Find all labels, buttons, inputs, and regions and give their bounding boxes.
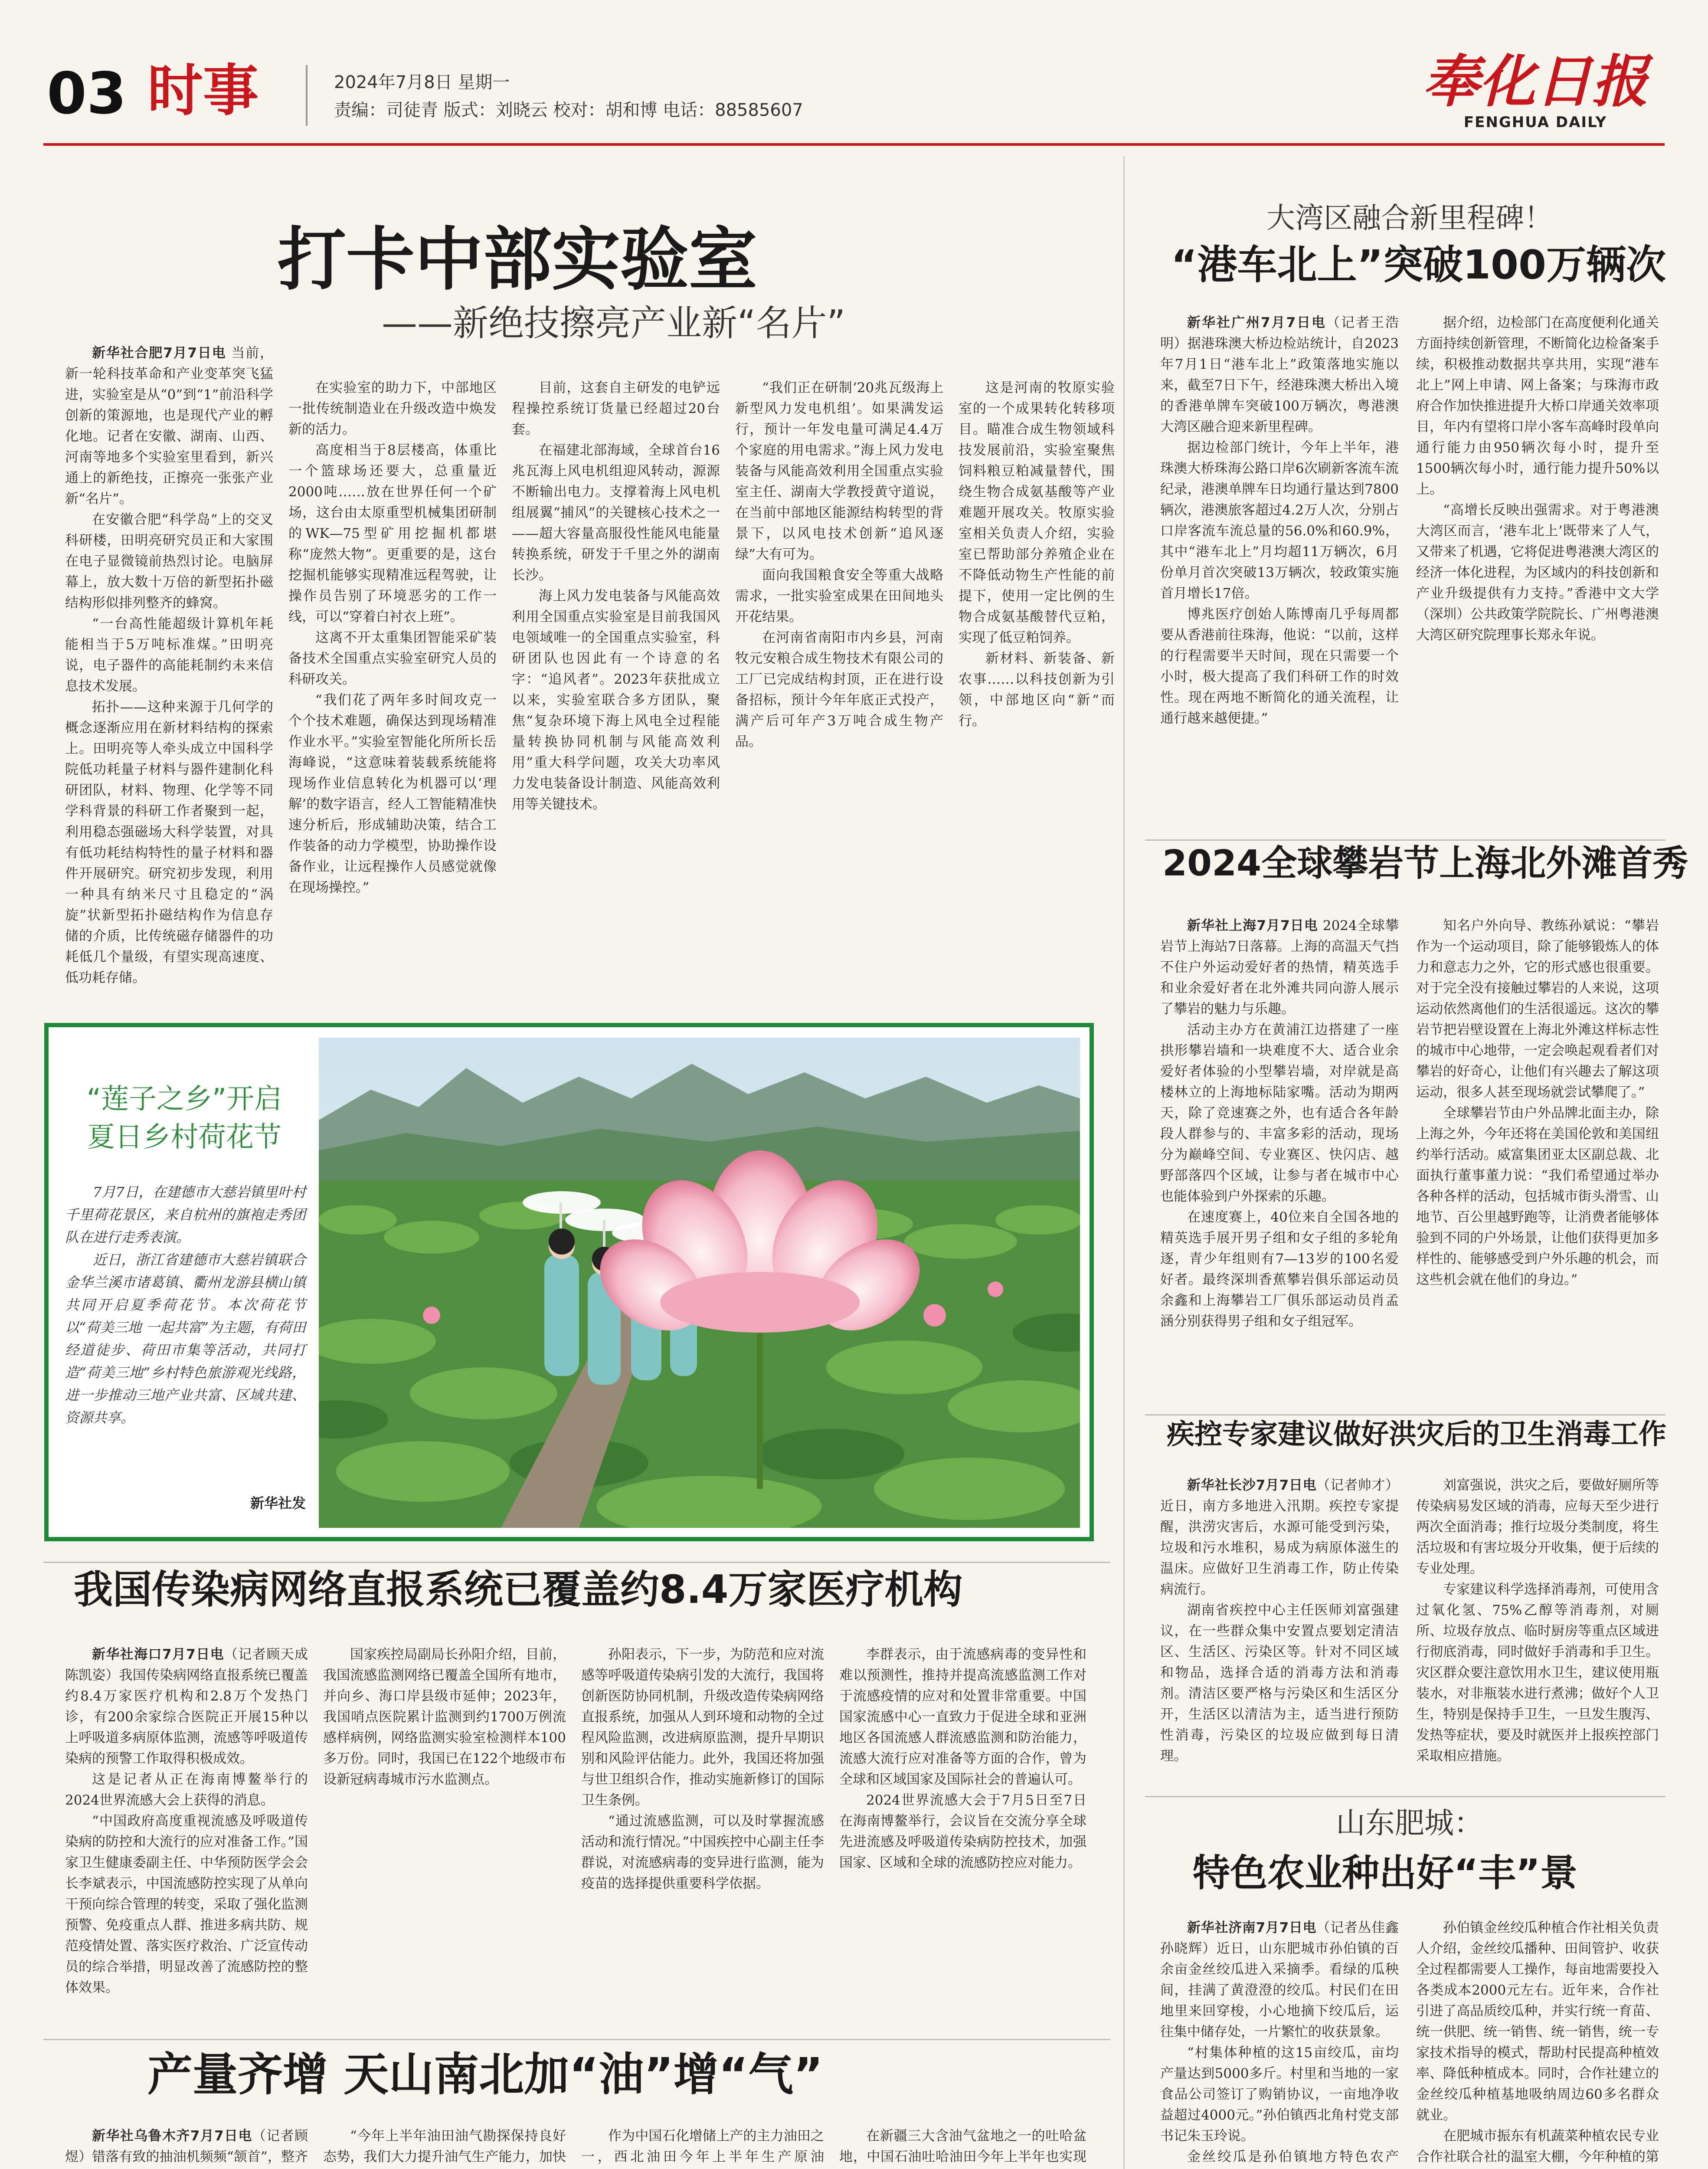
- hk-paragraph: 据边检部门统计，今年上半年，港珠澳大桥珠海公路口岸6次刷新客流车流纪录，港澳单牌车日均通行量达到7800辆次，港澳旅客超过4.2万人次，分别占口岸客流车流总量的56.0%和60.9%，其中“港车北上”月均超11万辆次，6月份单月首次突破13万辆次，较政策实施首月增长17倍。: [1160, 440, 1399, 601]
- newspaper-logo: 奉化日报: [1422, 48, 1648, 115]
- page-number: 03: [47, 60, 127, 127]
- climb-dateline: 新华社上海7月7日电: [1187, 918, 1318, 934]
- infect-paragraph: （记者顾天成 陈凯姿）我国传染病网络直报系统已覆盖约8.4万家医疗机构和2.8万个发热门诊，有200余家综合医院正开展15种以上呼吸道多病原体监测，流感等呼吸道传染病的预警工作取得积极成效。: [65, 1647, 308, 1766]
- section-rule: [43, 1562, 1110, 1563]
- infect-paragraph: 国家疾控局副局长孙阳介绍，目前，我国流感监测网络已覆盖全国所有地市，并向乡、海口岸县级市延伸；2023年，我国哨点医院累计监测到约1700万例流感样病例，网络监测实验室检测样本100多万份。同时，我国已在122个地级市布设新冠病毒城市污水监测点。: [323, 1647, 566, 1787]
- lab-paragraph: 当前，新一轮科技革命和产业变革突飞猛进，实验室是从“0”到“1”前沿科学创新的策源地，也是现代产业的孵化地。记者在安徽、湖南、山西、河南等地多个实验室里看到，新兴通上的新绝技，正擦亮一张张产业新“名片”。: [65, 345, 273, 507]
- lab-paragraph: 在实验室的助力下，中部地区一批传统制造业在升级改造中焕发新的活力。: [288, 380, 497, 437]
- lab-subtitle: ——新绝技擦亮产业新“名片”: [382, 303, 845, 344]
- lab-paragraph: “我们正在研制‘20兆瓦级海上新型风力发电机组’。如果满发运行，预计一年发电量可满足4.4万个家庭的用电需求。”海上风力发电装备与风能高效利用全国重点实验室主任、湖南大学教授黄守道说，在当前中部地区能源结构转型的背景下，以风电技术创新“追风逐绿”大有可为。: [735, 380, 943, 562]
- newspaper-logo-en: FENGHUA DAILY: [1463, 114, 1607, 131]
- staff-credits: 责编：司徒青 版式：刘晓云 校对：胡和博 电话：88585607: [334, 100, 803, 120]
- lab-paragraph: 新材料、新装备、新农事……以科技创新为引领，中部地区向“新”而行。: [959, 651, 1115, 729]
- lab-paragraph: 面向我国粮食安全等重大战略需求，一批实验室成果在田间地头开花结果。: [735, 567, 943, 625]
- lab-paragraph: 海上风力发电装备与风能高效利用全国重点实验室是目前我国风电领域唯一的全国重点实验室，科研团队也因此有一个诗意的名字：“追风者”。2023年获批成立以来，实验室联合多方团队，聚焦“复杂环境下海上风电全过程能量转换协同机制与风能高效利用”重大科学问题，攻关大功率风力发电装备设计制造、风能高效利用等关键技术。: [512, 588, 720, 812]
- lotus-caption: [65, 1181, 306, 1429]
- infect-paragraph: 孙阳表示，下一步，为防范和应对流感等呼吸道传染病引发的大流行，我国将创新医防协同机制，升级改造传染病网络直报系统，加强从人到环境和动物的全过程风险监测，改进病原监测，提升早期识别和风险评估能力。此外，我国还将加强与世卫组织合作，推动实施新修订的国际卫生条例。: [581, 1647, 824, 1808]
- lab-col-1: [65, 343, 273, 989]
- lab-paragraph: “我们花了两年多时间攻克一个个技术难题，确保达到现场精准作业水平。”实验室智能化所所长岳海峰说，“这意味着装载系统能将现场作业信息转化为机器可以‘理解’的数字语言，经人工智能精准快速分析后，形成辅助决策，结合工作装备的动力学模型，协助操作设备作业，让远程操作人员感觉就像在现场操控。”: [288, 692, 497, 895]
- lab-paragraph: 拓扑——这种来源于几何学的概念逐渐应用在新材料结构的探索上。田明亮等人牵头成立中国科学院低功耗量子材料与器件建制化科研团队，材料、物理、化学等不同学科背景的科研工作者聚到一起，利用稳态强磁场大科学装置，对具有低功耗结构特性的量子材料和器件开展研究。研究初步发现，利用一种具有纳米尺寸且稳定的“涡旋”状新型拓扑磁结构作为信息存储的介质，比传统磁存储器件的功耗低几个量级，有望实现高速度、低功耗存储。: [65, 699, 273, 986]
- veg-col-1: [1160, 1917, 1399, 2169]
- lab-paragraph: “一台高性能超级计算机年耗能相当于5万吨标准煤。”田明亮说，电子器件的高能耗制约未来信息技术发展。: [65, 616, 273, 694]
- lab-paragraph: 在河南省南阳市内乡县，河南牧元安粮合成生物技术有限公司的工厂已完成结构封顶，正在进行设备招标，预计今年年底正式投产，满产后可年产3万吨合成生物产品。: [735, 630, 943, 750]
- veg-col-2: [1416, 1917, 1659, 2169]
- infect-col-2: [323, 1644, 566, 2030]
- oil-paragraph: “今年上半年油田油气勘探保持良好态势，我们大力提升油气生产能力，加快: [323, 2128, 566, 2165]
- hk-title: “港车北上”突破100万辆次: [1171, 242, 1666, 288]
- hk-paragraph: 博兆医疗创始人陈博南几乎每周都要从香港前往珠海，他说：“以前，这样的行程需要半天时间，现在只需要一个小时，极大提高了我们科研工作的时效性。现在两地不断简化的通关流程，让通行越来越便捷。”: [1160, 606, 1399, 726]
- lotus-photo: [319, 1038, 1080, 1528]
- disease-col-1: [1160, 1475, 1399, 1787]
- hk-paragraph: （记者王浩明）据港珠澳大桥边检站统计，自2023年7月1日“港车北上”政策落地实施以来，截至7日下午，经港珠澳大桥出入境的香港单牌车突破100万辆次，粤港澳大湾区融合迎来新里程碑。: [1160, 315, 1399, 435]
- lotus-caption-paragraph: 近日，浙江省建德市大慈岩镇联合金华兰溪市诸葛镇、衢州龙游县横山镇共同开启夏季荷花节。本次荷花节以“荷美三地 一起共富”为主题，有荷田经道徒步、荷田市集等活动，共同打造“荷美三地”乡村特色旅游观光线路，进一步推动三地产业共富、区域共建、资源共享。: [65, 1252, 306, 1426]
- section-rule: [1145, 1414, 1665, 1415]
- disease-paragraph: （记者帅才）近日，南方多地进入汛期。疾控专家提醒，洪涝灾害后，水源可能受到污染，垃圾和污水堆积，易成为病原体滋生的温床。应做好卫生消毒工作，防止传染病流行。: [1160, 1478, 1399, 1597]
- lab-dateline: 新华社合肥7月7日电: [92, 345, 226, 361]
- veg-paragraph: 在肥城市振东有机蔬菜种植农民专业合作社联合社的温室大棚，今年种植的第: [1416, 2128, 1659, 2165]
- lab-paragraph: 在福建北部海域，全球首台16兆瓦海上风电机组迎风转动，源源不断输出电力。支撑着海上风电机组展翼“捕风”的关键核心技术之一——超大容量高服役性能风电能量转换系统，研发于千里之外的湖南长沙。: [512, 442, 720, 583]
- infect-paragraph: 这是记者从正在海南博鳌举行的2024世界流感大会上获得的消息。: [65, 1772, 308, 1808]
- climb-col-1: [1160, 915, 1399, 1492]
- lab-paragraph: 这离不开太重集团智能采矿装备技术全国重点实验室研究人员的科研攻关。: [288, 630, 497, 687]
- climb-title: 2024全球攀岩节上海北外滩首秀: [1162, 843, 1688, 884]
- lab-paragraph: 高度相当于8层楼高，体重比一个篮球场还要大，总重量近2000吨……放在世界任何一个矿场，这台由太原重型机械集团研制的WK—75型矿用挖掘机都堪称“庞然大物”。更重要的是，这台挖掘机能够实现精准远程驾驶，让操作员告别了环境恶劣的工作一线，可以“穿着白衬衣上班”。: [288, 442, 497, 625]
- infect-col-3: [581, 1644, 824, 2030]
- oil-title: 产量齐增 天山南北加“油”增“气”: [147, 2048, 823, 2101]
- hk-paragraph: “高增长反映出强需求。对于粤港澳大湾区而言，‘港车北上’既带来了人气，又带来了机遇，它将促进粤港澳大湾区的经济一体化进程，为区域内的科技创新和产业升级提供有力支持。”香港中文大学（深圳）公共政策学院院长、广州粤港澳大湾区研究院理事长郑永年说。: [1416, 502, 1659, 643]
- infect-paragraph: “中国政府高度重视流感及呼吸道传染病的防控和大流行的应对准备工作。”国家卫生健康委副主任、中华预防医学会会长李斌表示，中国流感防控实现了从单向干预向综合管理的转变，采取了强化监测预警、免疫重点人群、推进多病共防、规范疫情处置、落实医疗救治、广泛宣传动员的综合举措，明显改善了流感防控的整体效果。: [65, 1813, 308, 1995]
- disease-col-2: [1416, 1475, 1659, 1787]
- infect-dateline: 新华社海口7月7日电: [92, 1647, 225, 1662]
- climb-paragraph: 在速度赛上，40位来自全国各地的精英选手展开男子组和女子组的多轮角逐，青少年组则有7—13岁的100名爱好者。最终深圳香蕉攀岩俱乐部运动员余鑫和上海攀岩工厂俱乐部运动员肖孟涵分别获得男子组和女子组冠军。: [1160, 1209, 1399, 1329]
- lotus-title-line2: 夏日乡村荷花节: [87, 1121, 281, 1153]
- hk-kicker: 大湾区融合新里程碑！: [1266, 201, 1553, 235]
- infect-col-4: [839, 1644, 1086, 2030]
- veg-paragraph: 金丝绞瓜是孙伯镇地方特色农产: [1187, 2149, 1399, 2165]
- column-divider: [1123, 156, 1125, 2169]
- oil-paragraph: （记者顾煜）错落有致的抽油机频频“颔首”，整齐: [65, 2128, 308, 2165]
- section-name: 时事: [147, 59, 259, 123]
- oil-paragraph: 作为中国石化增储上产的主力油田之一，西北油田今年上半年生产原油: [581, 2128, 824, 2165]
- veg-title: 特色农业种出好“丰”景: [1193, 1851, 1578, 1895]
- hk-col-1: [1160, 312, 1399, 829]
- infect-col-1: [65, 1644, 308, 2030]
- disease-title: 疾控专家建议做好洪灾后的卫生消毒工作: [1167, 1419, 1666, 1451]
- lab-paragraph: 在安徽合肥“科学岛”上的交叉科研楼，田明亮研究员正和大家围在电子显微镜前热烈讨论。电脑屏幕上，放大数十万倍的新型拓扑磁结构形似排列整齐的蜂窝。: [65, 512, 273, 611]
- hk-dateline: 新华社广州7月7日电: [1187, 315, 1327, 331]
- oil-col-3: [581, 2126, 824, 2169]
- veg-paragraph: 孙伯镇金丝绞瓜种植合作社相关负责人介绍，金丝绞瓜播种、田间管护、收获全过程都需要人工操作，每亩地需要投入各类成本2000元左右。近年来，合作社引进了高品质绞瓜种，并实行统一育苗、统一供肥、统一销售、统一销售，统一专家技术指导的模式，帮助村民提高种植效率、降低种植成本。同时，合作社建立的金丝绞瓜种植基地吸纳周边60多名群众就业。: [1416, 1920, 1659, 2123]
- veg-dateline: 新华社济南7月7日电: [1187, 1920, 1317, 1936]
- section-rule: [1145, 839, 1665, 841]
- infect-title: 我国传染病网络直报系统已覆盖约8.4万家医疗机构: [74, 1567, 963, 1612]
- climb-paragraph: 活动主办方在黄浦江边搭建了一座拱形攀岩墙和一块难度不大、适合业余爱好者体验的小型攀岩墙，对岸就是高楼林立的上海地标陆家嘴。活动为期两天，除了竞速赛之外，也有适合各年龄段人群参与的、丰富多彩的活动，现场分为巅峰空间、专业赛区、快闪店、越野部落四个区域，让参与者在城市中心也能体验到户外探索的乐趣。: [1160, 1022, 1399, 1204]
- section-rule: [1145, 1796, 1665, 1797]
- section-rule: [43, 2039, 1110, 2040]
- climb-paragraph: 2024全球攀岩节上海站7日落幕。上海的高温天气挡不住户外运动爱好者的热情，精英选手和业余爱好者在北外滩共同向游人展示了攀岩的魅力与乐趣。: [1160, 918, 1399, 1017]
- lotus-caption-paragraph: 7月7日，在建德市大慈岩镇里叶村千里荷花景区，来自杭州的旗袍走秀团队在进行走秀表演。: [65, 1184, 306, 1245]
- oil-dateline: 新华社乌鲁木齐7月7日电: [92, 2128, 252, 2144]
- disease-dateline: 新华社长沙7月7日电: [1187, 1478, 1317, 1493]
- lab-col-3: [512, 377, 720, 989]
- lab-col-2: [288, 377, 497, 989]
- lotus-title-line1: “莲子之乡”开启: [86, 1083, 282, 1115]
- veg-paragraph: “村集体种植的这15亩绞瓜，亩均产量达到5000多斤。村里和当地的一家食品公司签订了购销协议，一亩地净收益超过4000元。”孙伯镇西北角村党支部书记朱玉玲说。: [1160, 2045, 1399, 2144]
- veg-kicker: 山东肥城：: [1336, 1806, 1484, 1841]
- climb-paragraph: 知名户外向导、教练孙斌说：“攀岩作为一个运动项目，除了能够锻炼人的体力和意志力之外，它的形式感也很重要。对于完全没有接触过攀岩的人来说，这项运动依然离他们的生活很遥远。这次的攀岩节把岩壁设置在上海北外滩这样标志性的城市中心地带，一定会唤起观看者们对攀岩的好奇心，让他们有兴趣去了解这项运动，很多人甚至现场就尝试攀爬了。”: [1416, 918, 1659, 1100]
- lab-title: 打卡中部实验室: [278, 220, 757, 300]
- disease-paragraph: 湖南省疾控中心主任医师刘富强建议，在一些群众集中安置点要划定清洁区、生活区、污染区等。针对不同区域和物品，选择合适的消毒方法和消毒剂。清洁区要严格与污染区和生活区分开，生活区以清洁为主，适当进行预防性消毒，污染区的垃圾应做到每日清理。: [1160, 1602, 1399, 1764]
- infect-paragraph: “通过流感监测，可以及时掌握流感活动和流行情况。”中国疾控中心副主任李群说，对流感病毒的变异进行监测，能为疫苗的选择提供重要科学依据。: [581, 1813, 824, 1891]
- lab-paragraph: 这是河南的牧原实验室的一个成果转化转移项目。瞄准合成生物领域科技发展前沿，实验室聚焦饲料粮豆粕减量替代，围绕生物合成氨基酸等产业难题开展攻关。牧原实验室相关负责人介绍，实验室已帮助部分养殖企业在不降低动物生产性能的前提下，使用一定比例的生物合成氨基酸替代豆粕，实现了低豆粕饲养。: [959, 380, 1115, 645]
- oil-col-1: [65, 2126, 308, 2169]
- oil-col-4: [839, 2126, 1086, 2169]
- lab-col-4: [735, 377, 943, 989]
- oil-col-2: [323, 2126, 566, 2169]
- climb-paragraph: 全球攀岩节由户外品牌北面主办，除上海之外，今年还将在美国伦敦和美国纽约举行活动。威富集团亚太区副总裁、北面执行董事董力说：“我们希望通过举办各种各样的活动，包括城市街头滑雪、山地节、百公里越野跑等，让消费者能够体验到不同的户外场景，让他们获得更加多样性的、能够感受到户外乐趣的机会，而这些机会就在他们的身边。”: [1416, 1105, 1659, 1288]
- climb-col-2: [1416, 915, 1659, 1492]
- issue-date: 2024年7月8日 星期一: [334, 72, 510, 92]
- lab-paragraph: 目前，这套自主研发的电铲远程操控系统订货量已经超过20台套。: [512, 380, 720, 437]
- hk-paragraph: 据介绍，边检部门在高度便利化通关方面持续创新管理，不断简化边检备案手续，积极推动数据共享共用，实现“港车北上”网上申请、网上备案；与珠海市政府合作加快推进提升大桥口岸通关效率项目，年内有望将口岸小客车高峰时段单向通行能力由950辆次每小时，提升至1500辆次每小时，通行能力提升50%以上。: [1416, 315, 1659, 497]
- header-divider: [306, 65, 308, 126]
- lab-col-5: [959, 377, 1115, 989]
- lotus-credit: 新华社发: [250, 1495, 306, 1511]
- lotus-title: [59, 1080, 310, 1157]
- header-rule: [43, 143, 1665, 146]
- disease-paragraph: 刘富强说，洪灾之后，要做好厕所等传染病易发区域的消毒，应每天至少进行两次全面消毒；推行垃圾分类制度，将生活垃圾和有害垃圾分开收集，便于后续的专业处理。: [1416, 1478, 1659, 1576]
- infect-paragraph: 2024世界流感大会于7月5日至7日在海南博鳌举行，会议旨在交流分享全球先进流感及呼吸道传染病防控技术，加强国家、区域和全球的流感防控应对能力。: [839, 1792, 1086, 1871]
- oil-paragraph: 在新疆三大含油气盆地之一的吐哈盆地，中国石油吐哈油田今年上半年也实现: [839, 2128, 1086, 2165]
- hk-col-2: [1416, 312, 1659, 829]
- lotus-photo-illustration: [319, 1038, 1080, 1528]
- infect-paragraph: 李群表示，由于流感病毒的变异性和难以预测性，推持并提高流感监测工作对于流感疫情的应对和处置非常重要。中国国家流感中心一直致力于促进全球和亚洲地区各国流感人群流感监测和防治能力，流感大流行应对准备等方面的合作，曾为全球和区域国家及国际社会的普遍认可。: [839, 1647, 1086, 1787]
- veg-paragraph: （记者丛佳鑫 孙晓辉）近日，山东肥城市孙伯镇的百余亩金丝绞瓜进入采摘季。看绿的瓜秧间，挂满了黄澄澄的绞瓜。村民们在田地里来回穿梭，小心地摘下绞瓜后，运往集中储存处，一片繁忙的收获景象。: [1160, 1920, 1399, 2040]
- disease-paragraph: 专家建议科学选择消毒剂，可使用含过氧化氢、75%乙醇等消毒剂，对厕所、垃圾存放点、临时厨房等重点区域进行彻底消毒，同时做好手消毒和手卫生。灾区群众要注意饮用水卫生，建议使用瓶装水，对非瓶装水进行煮沸；做好个人卫生，特别是保持手卫生，一旦发生腹泻、发热等症状，要及时就医并上报疾控部门采取相应措施。: [1416, 1582, 1659, 1764]
